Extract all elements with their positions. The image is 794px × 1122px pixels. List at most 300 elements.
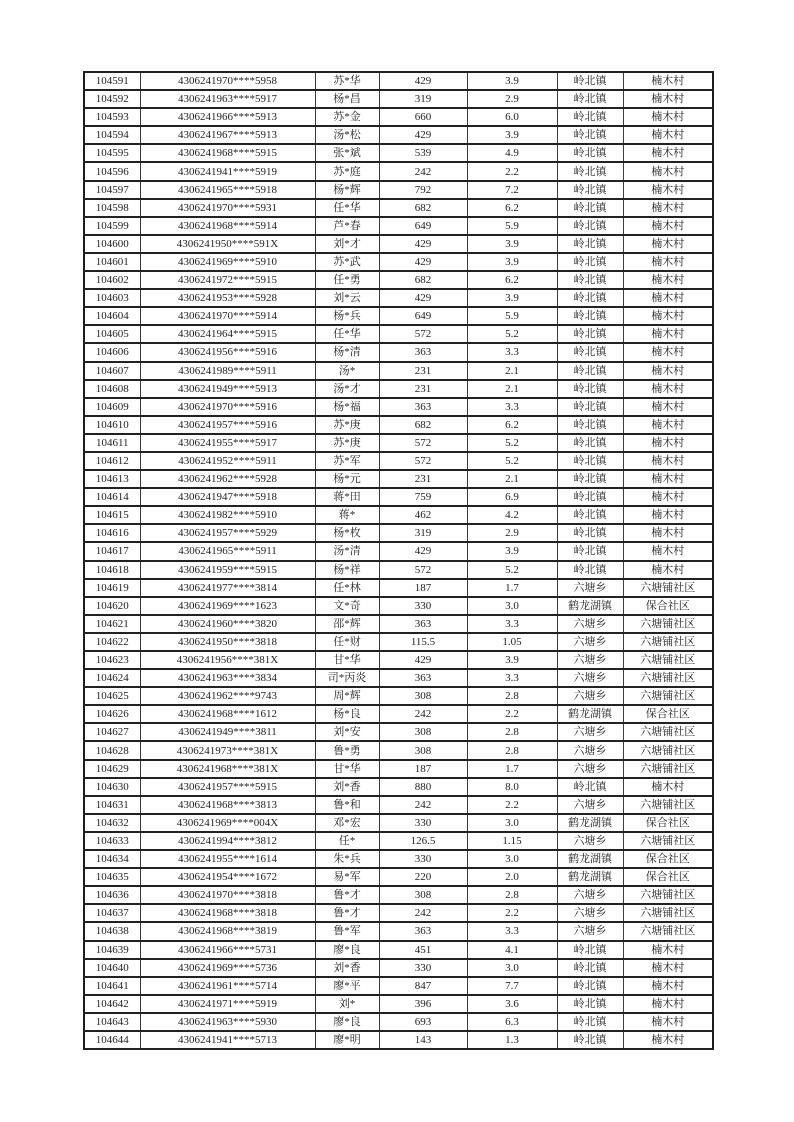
cell-area: 4.9 [467, 144, 557, 162]
cell-amount: 126.5 [379, 832, 467, 850]
cell-amount: 242 [379, 796, 467, 814]
cell-amount: 693 [379, 1013, 467, 1031]
cell-village: 楠木村 [623, 199, 713, 217]
cell-town: 六塘乡 [557, 796, 623, 814]
cell-village: 保合社区 [623, 850, 713, 868]
cell-amount: 649 [379, 307, 467, 325]
cell-village: 六塘铺社区 [623, 922, 713, 940]
cell-village: 楠木村 [623, 778, 713, 796]
records-table [83, 71, 714, 1050]
cell-amount: 429 [379, 651, 467, 669]
cell-index: 104592 [84, 90, 140, 108]
cell-name: 鲁*军 [315, 922, 379, 940]
cell-area: 3.0 [467, 597, 557, 615]
cell-id-number: 4306241968****5914 [140, 217, 315, 235]
cell-area: 3.9 [467, 126, 557, 144]
cell-area: 2.1 [467, 380, 557, 398]
cell-name: 邓*宏 [315, 814, 379, 832]
cell-area: 5.2 [467, 434, 557, 452]
cell-index: 104600 [84, 235, 140, 253]
cell-amount: 187 [379, 760, 467, 778]
table-row [84, 199, 713, 217]
cell-town: 鹤龙湖镇 [557, 705, 623, 723]
cell-name: 刘*安 [315, 723, 379, 741]
cell-amount: 539 [379, 144, 467, 162]
cell-town: 岭北镇 [557, 778, 623, 796]
table-row [84, 90, 713, 108]
cell-id-number: 4306241977****3814 [140, 579, 315, 597]
cell-name: 鲁*才 [315, 886, 379, 904]
cell-area: 1.05 [467, 633, 557, 651]
cell-area: 3.3 [467, 343, 557, 361]
cell-id-number: 4306241970****5931 [140, 199, 315, 217]
cell-amount: 231 [379, 470, 467, 488]
cell-name: 甘*华 [315, 651, 379, 669]
cell-town: 岭北镇 [557, 524, 623, 542]
cell-amount: 330 [379, 850, 467, 868]
table-row [84, 868, 713, 886]
cell-name: 刘*云 [315, 289, 379, 307]
table-row [84, 760, 713, 778]
cell-town: 岭北镇 [557, 416, 623, 434]
cell-village: 楠木村 [623, 398, 713, 416]
cell-amount: 682 [379, 416, 467, 434]
table-row [84, 162, 713, 180]
table-row [84, 506, 713, 524]
cell-town: 六塘乡 [557, 723, 623, 741]
cell-town: 岭北镇 [557, 434, 623, 452]
table-row [84, 977, 713, 995]
cell-town: 岭北镇 [557, 941, 623, 959]
cell-town: 岭北镇 [557, 343, 623, 361]
table-row [84, 524, 713, 542]
cell-name: 苏*华 [315, 72, 379, 90]
cell-index: 104591 [84, 72, 140, 90]
cell-id-number: 4306241957****5929 [140, 524, 315, 542]
cell-village: 楠木村 [623, 977, 713, 995]
cell-name: 朱*兵 [315, 850, 379, 868]
cell-town: 六塘乡 [557, 615, 623, 633]
cell-town: 岭北镇 [557, 235, 623, 253]
cell-index: 104637 [84, 904, 140, 922]
cell-index: 104640 [84, 959, 140, 977]
cell-index: 104628 [84, 741, 140, 759]
cell-name: 廖*明 [315, 1031, 379, 1049]
cell-id-number: 4306241947****5918 [140, 488, 315, 506]
cell-area: 2.2 [467, 796, 557, 814]
cell-amount: 242 [379, 162, 467, 180]
cell-area: 3.3 [467, 922, 557, 940]
cell-amount: 187 [379, 579, 467, 597]
table-row [84, 814, 713, 832]
cell-id-number: 4306241956****5916 [140, 343, 315, 361]
cell-index: 104598 [84, 199, 140, 217]
cell-area: 5.9 [467, 217, 557, 235]
cell-id-number: 4306241969****5736 [140, 959, 315, 977]
cell-id-number: 4306241968****1612 [140, 705, 315, 723]
cell-village: 六塘铺社区 [623, 796, 713, 814]
cell-town: 岭北镇 [557, 1031, 623, 1049]
cell-amount: 330 [379, 959, 467, 977]
cell-index: 104596 [84, 162, 140, 180]
cell-village: 楠木村 [623, 524, 713, 542]
cell-amount: 792 [379, 181, 467, 199]
cell-id-number: 4306241971****5919 [140, 995, 315, 1013]
cell-index: 104630 [84, 778, 140, 796]
table-row [84, 271, 713, 289]
cell-name: 刘*香 [315, 778, 379, 796]
cell-village: 楠木村 [623, 941, 713, 959]
cell-town: 六塘乡 [557, 922, 623, 940]
cell-id-number: 4306241952****5911 [140, 452, 315, 470]
cell-town: 岭北镇 [557, 470, 623, 488]
cell-amount: 572 [379, 561, 467, 579]
cell-village: 楠木村 [623, 126, 713, 144]
cell-town: 岭北镇 [557, 253, 623, 271]
cell-id-number: 4306241994****3812 [140, 832, 315, 850]
cell-name: 杨*辉 [315, 181, 379, 199]
cell-amount: 231 [379, 380, 467, 398]
cell-village: 楠木村 [623, 506, 713, 524]
cell-amount: 242 [379, 705, 467, 723]
cell-name: 杨*祥 [315, 561, 379, 579]
cell-town: 岭北镇 [557, 362, 623, 380]
cell-area: 1.15 [467, 832, 557, 850]
cell-amount: 429 [379, 542, 467, 560]
cell-id-number: 4306241955****1614 [140, 850, 315, 868]
cell-town: 六塘乡 [557, 687, 623, 705]
cell-town: 岭北镇 [557, 144, 623, 162]
cell-village: 楠木村 [623, 253, 713, 271]
cell-name: 任*华 [315, 199, 379, 217]
table-row [84, 181, 713, 199]
cell-name: 蒋* [315, 506, 379, 524]
cell-town: 鹤龙湖镇 [557, 850, 623, 868]
table-row [84, 217, 713, 235]
cell-area: 2.1 [467, 362, 557, 380]
cell-town: 岭北镇 [557, 90, 623, 108]
cell-village: 保合社区 [623, 597, 713, 615]
cell-area: 2.1 [467, 470, 557, 488]
cell-amount: 308 [379, 723, 467, 741]
cell-amount: 231 [379, 362, 467, 380]
cell-area: 4.2 [467, 506, 557, 524]
cell-name: 张*斌 [315, 144, 379, 162]
cell-town: 岭北镇 [557, 398, 623, 416]
cell-area: 3.9 [467, 651, 557, 669]
cell-name: 邵*辉 [315, 615, 379, 633]
cell-amount: 429 [379, 235, 467, 253]
cell-village: 六塘铺社区 [623, 687, 713, 705]
cell-area: 2.8 [467, 687, 557, 705]
table-row [84, 778, 713, 796]
table-row [84, 72, 713, 90]
cell-index: 104622 [84, 633, 140, 651]
cell-area: 2.2 [467, 904, 557, 922]
table-row [84, 579, 713, 597]
cell-area: 7.2 [467, 181, 557, 199]
cell-village: 保合社区 [623, 705, 713, 723]
cell-id-number: 4306241962****5928 [140, 470, 315, 488]
cell-index: 104615 [84, 506, 140, 524]
cell-id-number: 4306241950****591X [140, 235, 315, 253]
cell-village: 楠木村 [623, 380, 713, 398]
cell-town: 六塘乡 [557, 741, 623, 759]
cell-index: 104618 [84, 561, 140, 579]
cell-index: 104611 [84, 434, 140, 452]
cell-village: 楠木村 [623, 217, 713, 235]
cell-area: 6.2 [467, 271, 557, 289]
cell-name: 鲁*勇 [315, 741, 379, 759]
cell-name: 鲁*才 [315, 904, 379, 922]
cell-index: 104620 [84, 597, 140, 615]
cell-index: 104613 [84, 470, 140, 488]
cell-area: 8.0 [467, 778, 557, 796]
cell-id-number: 4306241963****5917 [140, 90, 315, 108]
cell-area: 1.7 [467, 579, 557, 597]
cell-village: 六塘铺社区 [623, 633, 713, 651]
cell-town: 岭北镇 [557, 977, 623, 995]
cell-id-number: 4306241969****5910 [140, 253, 315, 271]
cell-town: 岭北镇 [557, 108, 623, 126]
cell-amount: 847 [379, 977, 467, 995]
cell-name: 鲁*和 [315, 796, 379, 814]
cell-area: 6.3 [467, 1013, 557, 1031]
cell-name: 刘*香 [315, 959, 379, 977]
cell-index: 104616 [84, 524, 140, 542]
table-row [84, 633, 713, 651]
table-row [84, 434, 713, 452]
cell-name: 苏*庚 [315, 416, 379, 434]
cell-village: 楠木村 [623, 362, 713, 380]
cell-id-number: 4306241965****5911 [140, 542, 315, 560]
cell-id-number: 4306241968****3813 [140, 796, 315, 814]
cell-town: 岭北镇 [557, 488, 623, 506]
cell-id-number: 4306241966****5731 [140, 941, 315, 959]
cell-village: 楠木村 [623, 488, 713, 506]
cell-name: 任* [315, 832, 379, 850]
cell-index: 104626 [84, 705, 140, 723]
cell-id-number: 4306241957****5915 [140, 778, 315, 796]
cell-id-number: 4306241970****5958 [140, 72, 315, 90]
cell-amount: 429 [379, 253, 467, 271]
cell-amount: 363 [379, 398, 467, 416]
cell-village: 楠木村 [623, 235, 713, 253]
cell-area: 5.2 [467, 325, 557, 343]
cell-area: 3.9 [467, 542, 557, 560]
cell-village: 楠木村 [623, 416, 713, 434]
cell-amount: 220 [379, 868, 467, 886]
cell-name: 任*林 [315, 579, 379, 597]
cell-area: 2.2 [467, 705, 557, 723]
cell-town: 岭北镇 [557, 959, 623, 977]
cell-index: 104606 [84, 343, 140, 361]
table-row [84, 669, 713, 687]
cell-town: 岭北镇 [557, 307, 623, 325]
cell-name: 杨*枚 [315, 524, 379, 542]
cell-area: 6.2 [467, 416, 557, 434]
cell-id-number: 4306241972****5915 [140, 271, 315, 289]
cell-village: 保合社区 [623, 814, 713, 832]
cell-amount: 363 [379, 922, 467, 940]
cell-town: 六塘乡 [557, 760, 623, 778]
cell-name: 蒋*田 [315, 488, 379, 506]
cell-index: 104627 [84, 723, 140, 741]
cell-index: 104610 [84, 416, 140, 434]
table-row [84, 289, 713, 307]
cell-town: 岭北镇 [557, 271, 623, 289]
cell-index: 104609 [84, 398, 140, 416]
cell-index: 104632 [84, 814, 140, 832]
cell-name: 任*勇 [315, 271, 379, 289]
cell-area: 6.9 [467, 488, 557, 506]
cell-amount: 759 [379, 488, 467, 506]
cell-index: 104604 [84, 307, 140, 325]
cell-id-number: 4306241956****381X [140, 651, 315, 669]
cell-id-number: 4306241963****3834 [140, 669, 315, 687]
cell-index: 104594 [84, 126, 140, 144]
cell-id-number: 4306241968****3819 [140, 922, 315, 940]
table-row [84, 796, 713, 814]
cell-id-number: 4306241963****5930 [140, 1013, 315, 1031]
cell-area: 1.7 [467, 760, 557, 778]
cell-name: 任*华 [315, 325, 379, 343]
cell-amount: 429 [379, 72, 467, 90]
table-row [84, 398, 713, 416]
cell-id-number: 4306241967****5913 [140, 126, 315, 144]
cell-town: 岭北镇 [557, 181, 623, 199]
cell-name: 司*丙炎 [315, 669, 379, 687]
cell-village: 六塘铺社区 [623, 669, 713, 687]
cell-village: 楠木村 [623, 561, 713, 579]
cell-area: 3.9 [467, 253, 557, 271]
cell-area: 3.3 [467, 669, 557, 687]
table-row [84, 416, 713, 434]
cell-id-number: 4306241969****1623 [140, 597, 315, 615]
table-row [84, 108, 713, 126]
table-row [84, 615, 713, 633]
cell-name: 杨*福 [315, 398, 379, 416]
cell-village: 六塘铺社区 [623, 760, 713, 778]
cell-village: 楠木村 [623, 144, 713, 162]
cell-name: 苏*军 [315, 452, 379, 470]
cell-area: 2.8 [467, 741, 557, 759]
cell-village: 六塘铺社区 [623, 741, 713, 759]
cell-village: 楠木村 [623, 289, 713, 307]
cell-index: 104634 [84, 850, 140, 868]
cell-amount: 308 [379, 741, 467, 759]
cell-index: 104614 [84, 488, 140, 506]
cell-id-number: 4306241970****3818 [140, 886, 315, 904]
cell-village: 楠木村 [623, 542, 713, 560]
table-row [84, 1031, 713, 1049]
cell-village: 楠木村 [623, 307, 713, 325]
table-row [84, 651, 713, 669]
cell-amount: 396 [379, 995, 467, 1013]
cell-town: 岭北镇 [557, 72, 623, 90]
cell-village: 楠木村 [623, 1031, 713, 1049]
cell-id-number: 4306241968****3818 [140, 904, 315, 922]
cell-name: 廖*平 [315, 977, 379, 995]
cell-village: 楠木村 [623, 181, 713, 199]
table-row [84, 362, 713, 380]
cell-id-number: 4306241970****5916 [140, 398, 315, 416]
cell-town: 鹤龙湖镇 [557, 868, 623, 886]
cell-village: 楠木村 [623, 470, 713, 488]
cell-name: 廖*良 [315, 1013, 379, 1031]
cell-index: 104621 [84, 615, 140, 633]
cell-id-number: 4306241954****1672 [140, 868, 315, 886]
cell-village: 六塘铺社区 [623, 832, 713, 850]
cell-name: 苏*武 [315, 253, 379, 271]
cell-name: 汤* [315, 362, 379, 380]
table-row [84, 941, 713, 959]
cell-town: 岭北镇 [557, 542, 623, 560]
records-table-body [84, 72, 713, 1049]
cell-id-number: 4306241966****5913 [140, 108, 315, 126]
cell-id-number: 4306241965****5918 [140, 181, 315, 199]
cell-index: 104593 [84, 108, 140, 126]
cell-area: 3.9 [467, 289, 557, 307]
table-row [84, 687, 713, 705]
cell-index: 104619 [84, 579, 140, 597]
cell-area: 2.9 [467, 524, 557, 542]
table-row [84, 488, 713, 506]
table-row [84, 850, 713, 868]
cell-name: 苏*庭 [315, 162, 379, 180]
cell-town: 岭北镇 [557, 380, 623, 398]
cell-town: 岭北镇 [557, 995, 623, 1013]
cell-index: 104638 [84, 922, 140, 940]
cell-name: 汤*松 [315, 126, 379, 144]
table-row [84, 597, 713, 615]
cell-village: 楠木村 [623, 90, 713, 108]
cell-name: 汤*清 [315, 542, 379, 560]
table-row [84, 1013, 713, 1031]
cell-village: 楠木村 [623, 995, 713, 1013]
cell-area: 2.8 [467, 886, 557, 904]
cell-name: 杨*兵 [315, 307, 379, 325]
cell-id-number: 4306241959****5915 [140, 561, 315, 579]
table-row [84, 144, 713, 162]
cell-amount: 363 [379, 615, 467, 633]
table-row [84, 922, 713, 940]
cell-amount: 451 [379, 941, 467, 959]
cell-amount: 330 [379, 597, 467, 615]
cell-id-number: 4306241969****004X [140, 814, 315, 832]
cell-index: 104612 [84, 452, 140, 470]
cell-index: 104595 [84, 144, 140, 162]
cell-village: 六塘铺社区 [623, 651, 713, 669]
cell-index: 104602 [84, 271, 140, 289]
cell-town: 六塘乡 [557, 579, 623, 597]
table-row [84, 325, 713, 343]
cell-index: 104607 [84, 362, 140, 380]
cell-name: 甘*华 [315, 760, 379, 778]
cell-id-number: 4306241961****5714 [140, 977, 315, 995]
cell-town: 岭北镇 [557, 162, 623, 180]
cell-village: 保合社区 [623, 868, 713, 886]
cell-name: 汤*才 [315, 380, 379, 398]
cell-town: 岭北镇 [557, 506, 623, 524]
cell-town: 鹤龙湖镇 [557, 814, 623, 832]
cell-area: 6.0 [467, 108, 557, 126]
cell-amount: 682 [379, 199, 467, 217]
cell-village: 楠木村 [623, 1013, 713, 1031]
cell-town: 六塘乡 [557, 669, 623, 687]
cell-village: 六塘铺社区 [623, 904, 713, 922]
table-row [84, 959, 713, 977]
